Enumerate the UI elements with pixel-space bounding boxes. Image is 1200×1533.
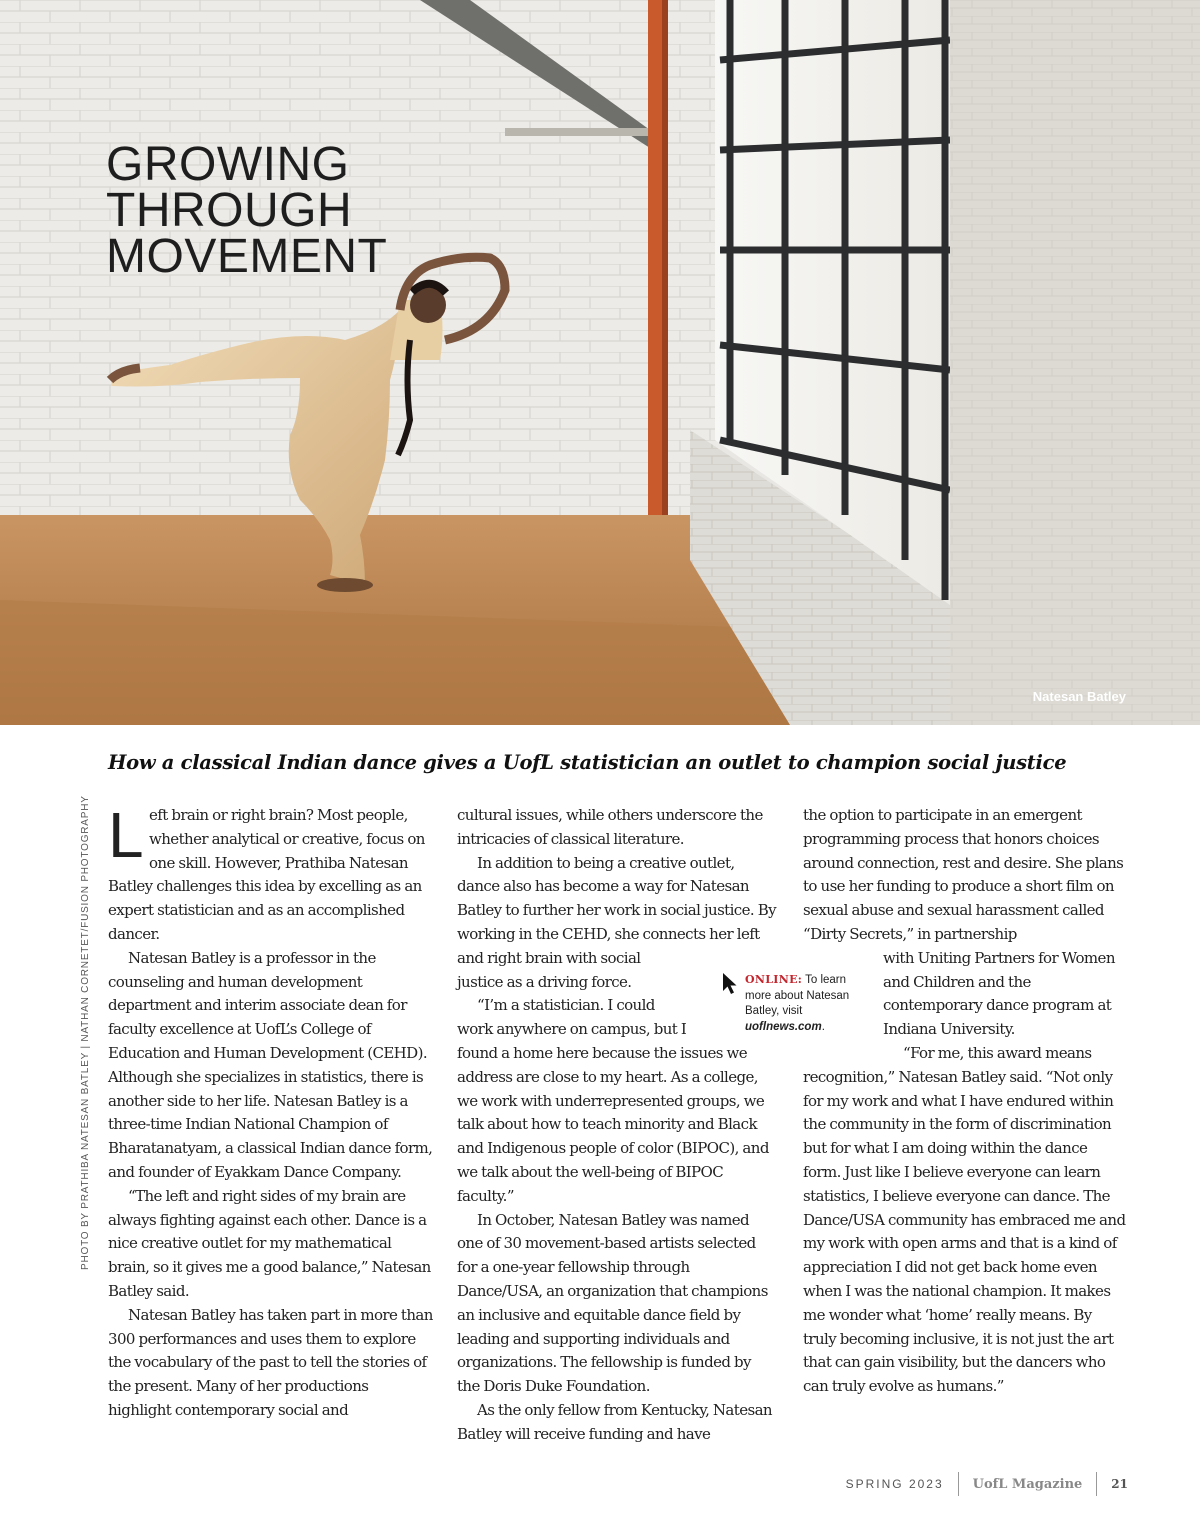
title-line-1: GROWING bbox=[106, 138, 350, 191]
cursor-icon bbox=[722, 972, 738, 996]
paragraph: “I’m a statistician. I could work anywhere on campus, but I found a home here because the issues we address are close to my heart. As a college, we work with underrepresented groups, we talk about how to teach minority and Black and Indigenous people of color (BIPOC), and we talk about the well-being of BIPOC faculty.” bbox=[457, 996, 769, 1205]
divider bbox=[958, 1472, 959, 1496]
paragraph: cultural issues, while others underscore the intricacies of classical literature. bbox=[457, 806, 763, 848]
paragraph: In October, Natesan Batley was named one of 30 movement-based artists selected for a one-year fellowship through Dance/USA, an organization that champions an inclusive and equitable dance field by leading and supporting individuals and organizations. The fellowship is funded by the Doris Duke Foundation. bbox=[457, 1210, 768, 1396]
paragraph: the option to participate in an emergent programming process that honors choices around connection, rest and desire. She plans to use her funding to produce a short film on sexual abuse and sexual harassment called “Dirty Secrets,” in partnership bbox=[803, 806, 1124, 943]
article-dek: How a classical Indian dance gives a UofL statistician an outlet to champion social justice bbox=[108, 751, 1067, 774]
online-text: To learn more about Natesan Batley, visit bbox=[745, 974, 850, 1017]
article-title bbox=[106, 138, 388, 283]
paragraph: Left brain or right brain? Most people, whether analytical or creative, focus on one skill. However, Prathiba Natesan Batley challenges this idea by excelling as an expert statistician and as an accomplished dancer. bbox=[108, 799, 425, 943]
issue-season: SPRING 2023 bbox=[845, 1477, 944, 1491]
paragraph: “The left and right sides of my brain are always fighting against each other. Dance is a nice creative outlet for my mathematical brain, so it gives me a good balance,” Natesan Batley said. bbox=[108, 1186, 431, 1300]
paragraph: Natesan Batley has taken part in more than 300 performances and uses them to explore the vocabulary of the past to tell the stories of the present. Many of her productions highlight contemporary social and bbox=[108, 1305, 433, 1419]
online-sidebar: ONLINE: To learn more about Natesan Batley, visit uoflnews.com. bbox=[722, 972, 852, 1035]
title-line-3: MOVEMENT bbox=[106, 230, 388, 283]
page-footer bbox=[846, 1472, 1128, 1496]
body-column-2 bbox=[457, 804, 777, 1447]
drop-cap: L bbox=[108, 799, 143, 871]
dance-studio-illustration bbox=[0, 0, 1200, 725]
paragraph: with Uniting Partners for Women and Children and the contemporary dance program at Indiana University. bbox=[883, 948, 1115, 1039]
divider bbox=[1096, 1472, 1097, 1496]
paragraph: In addition to being a creative outlet, dance also has become a way for Natesan Batley to further her work in social justice. By working in the CEHD, she connects her left and right brain with social justice as a driving force. bbox=[457, 853, 777, 991]
body-column-1 bbox=[108, 799, 433, 1423]
body-column-3 bbox=[803, 804, 1128, 1399]
title-line-2: THROUGH bbox=[106, 184, 353, 237]
online-label: ONLINE: bbox=[745, 973, 803, 986]
photo-caption: Natesan Batley bbox=[1032, 689, 1126, 704]
page-number: 21 bbox=[1111, 1477, 1128, 1491]
paragraph: As the only fellow from Kentucky, Natesan Batley will receive funding and have bbox=[457, 1400, 772, 1443]
paragraph: “For me, this award means recognition,” Natesan Batley said. “Not only for my work and what I have endured within the community in the form of discrimination but for what I am doing within the dance form. Just like I believe everyone can learn statistics, I believe everyone can dance. The Dance/USA community has embraced me and my work with open arms and that is a kind of appreciation I did not get back home even when I was the national champion. It makes me wonder what ‘home’ really means. By truly becoming inclusive, it is not just the art that can gain visibility, but the dancers who can truly evolve as humans.” bbox=[803, 1043, 1126, 1396]
magazine-name: UofL Magazine bbox=[972, 1476, 1083, 1492]
photo-credit: PHOTO BY PRATHIBA NATESAN BATLEY | NATHAN CORNETET/FUSION PHOTOGRAPHY bbox=[80, 795, 91, 1270]
online-link[interactable]: uoflnews.com bbox=[745, 1020, 822, 1033]
paragraph: Natesan Batley is a professor in the counseling and human development department and interim associate dean for faculty excellence at UofL’s College of Education and Human Development (CEHD). Although she specializes in statistics, there is another side to her life. Natesan Batley is a three-time Indian National Champion of Bharatanatyam, a classical Indian dance form, and founder of Eyakkam Dance Company. bbox=[108, 948, 433, 1181]
hero-photo bbox=[0, 0, 1200, 725]
